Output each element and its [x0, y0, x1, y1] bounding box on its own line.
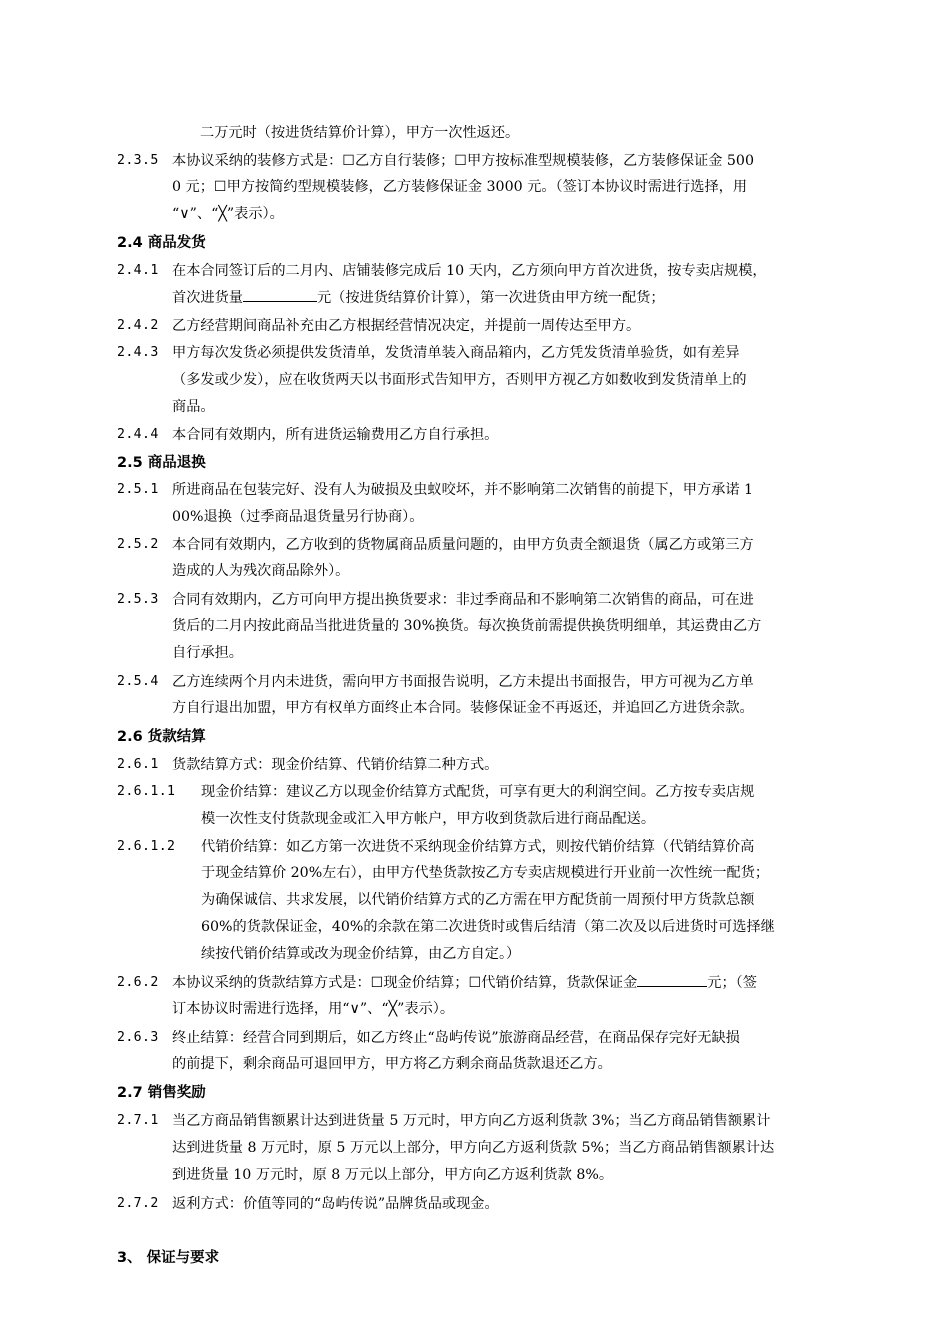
text-fragment: 首次进货量	[172, 290, 243, 306]
paragraph-line: 自行承担。	[172, 645, 243, 661]
section-heading: 2.6 货款结算	[117, 729, 206, 745]
paragraph-line: 00%退换（过季商品退货量另行协商）。	[172, 509, 424, 525]
paragraph-line: （多发或少发），应在收货两天以书面形式告知甲方，否则甲方视乙方如数收到发货清单上的	[172, 372, 747, 388]
clause-number: 2.6.2	[117, 975, 159, 990]
paragraph-line: 模一次性支付货款现金或汇入甲方帐户，甲方收到货款后进行商品配送。	[201, 811, 656, 827]
paragraph-line: 二万元时（按进货结算价计算），甲方一次性返还。	[200, 125, 520, 141]
clause-number: 2.7.2	[117, 1196, 159, 1211]
section-heading: 2.5 商品退换	[117, 455, 206, 471]
paragraph-line: 合同有效期内，乙方可向甲方提出换货要求：非过季商品和不影响第二次销售的商品，可在进	[172, 592, 754, 608]
paragraph-line: 到进货量 10 万元时，原 8 万元以上部分，甲方向乙方返利货款 8%。	[172, 1167, 614, 1183]
clause-number: 2.4.1	[117, 263, 159, 278]
clause-number: 2.6.1.2	[117, 839, 176, 854]
clause-number: 2.5.3	[117, 592, 159, 607]
paragraph-line: “∨”、“╳”表示）。	[172, 206, 284, 222]
text-fragment: 元（按进货结算价计算），第一次进货由甲方统一配货；	[316, 290, 665, 306]
paragraph-line: 造成的人为残次商品除外）。	[172, 563, 350, 579]
paragraph-line: 为确保诚信、共求发展，以代销价结算方式的乙方需在甲方配货前一周预付甲方货款总额	[201, 892, 755, 908]
paragraph-line: 当乙方商品销售额累计达到进货量 5 万元时，甲方向乙方返利货款 3%；当乙方商品销售额累计	[172, 1113, 771, 1129]
paragraph-line: 乙方经营期间商品补充由乙方根据经营情况决定，并提前一周传达至甲方。	[172, 318, 641, 334]
clause-number: 2.7.1	[117, 1113, 159, 1128]
paragraph-line: 本协议采纳的装修方式是：☐乙方自行装修；☐甲方按标准型规模装修，乙方装修保证金 500	[172, 153, 754, 169]
clause-number: 2.4.4	[117, 427, 159, 442]
clause-number: 2.5.4	[117, 674, 159, 689]
paragraph-line: 货款结算方式：现金价结算、代销价结算二种方式。	[172, 757, 499, 773]
paragraph-line: 商品。	[172, 399, 215, 415]
text-fragment: 元；（签	[707, 975, 757, 991]
clause-number: 2.5.2	[117, 537, 159, 552]
clause-number: 2.6.1.1	[117, 784, 176, 799]
clause-number: 2.4.2	[117, 318, 159, 333]
fill-in-blank[interactable]	[243, 286, 317, 302]
paragraph-line: 货后的二月内按此商品当批进货量的 30%换货。每次换货前需提供换货明细单，其运费由乙方	[172, 618, 762, 634]
clause-number: 2.6.1	[117, 757, 159, 772]
paragraph-line: 在本合同签订后的二月内、店铺装修完成后 10 天内，乙方须向甲方首次进货，按专卖店规模，	[172, 263, 767, 279]
paragraph-line: 订本协议时需进行选择，用“∨”、“╳”表示）。	[172, 1001, 455, 1017]
paragraph-line: 续按代销价结算或改为现金价结算，由乙方自定。）	[201, 946, 521, 962]
clause-number: 2.6.3	[117, 1030, 159, 1045]
paragraph-line: 0 元；☐甲方按简约型规模装修，乙方装修保证金 3000 元。（签订本协议时需进行选择，用	[172, 179, 748, 195]
paragraph-line: 60%的货款保证金，40%的余款在第二次进货时或售后结清（第二次及以后进货时可选择继	[201, 919, 775, 935]
paragraph-line: 甲方每次发货必须提供发货清单，发货清单装入商品箱内，乙方凭发货清单验货，如有差异	[172, 345, 740, 361]
section-heading: 2.7 销售奖励	[117, 1085, 206, 1101]
paragraph-line: 所进商品在包装完好、没有人为破损及虫蚁咬坏，并不影响第二次销售的前提下，甲方承诺 1	[172, 482, 754, 498]
fill-in-blank[interactable]	[637, 971, 707, 987]
paragraph-line: 的前提下，剩余商品可退回甲方，甲方将乙方剩余商品货款退还乙方。	[172, 1056, 612, 1072]
clause-number: 2.5.1	[117, 482, 159, 497]
paragraph-line: 达到进货量 8 万元时，原 5 万元以上部分，甲方向乙方返利货款 5%；当乙方商品销售额累计达	[172, 1140, 775, 1156]
paragraph-line: 本合同有效期内，乙方收到的货物属商品质量问题的，由甲方负责全额退货（属乙方或第三方	[172, 537, 754, 553]
paragraph-line: 方自行退出加盟，甲方有权单方面终止本合同。装修保证金不再返还，并追回乙方进货余款。	[172, 700, 754, 716]
paragraph-line: 代销价结算：如乙方第一次进货不采纳现金价结算方式，则按代销价结算（代销结算价高	[201, 839, 755, 855]
clause-number: 2.3.5	[117, 153, 159, 168]
paragraph-line: 于现金结算价 20%左右），由甲方代垫货款按乙方专卖店规模进行开业前一次性统一配货；	[201, 865, 770, 881]
paragraph-line: 现金价结算：建议乙方以现金价结算方式配货，可享有更大的利润空间。乙方按专卖店规	[201, 784, 755, 800]
section-heading: 2.4 商品发货	[117, 235, 206, 251]
paragraph-line: 终止结算：经营合同到期后，如乙方终止“岛屿传说”旅游商品经营，在商品保存完好无缺损	[172, 1030, 740, 1046]
paragraph-line: 返利方式：价值等同的“岛屿传说”品牌货品或现金。	[172, 1196, 499, 1212]
paragraph-line: 本合同有效期内，所有进货运输费用乙方自行承担。	[172, 427, 499, 443]
paragraph-line: 乙方连续两个月内未进货，需向甲方书面报告说明，乙方未提出书面报告，甲方可视为乙方单	[172, 674, 754, 690]
clause-number: 2.4.3	[117, 345, 159, 360]
paragraph-line	[172, 970, 862, 996]
text-fragment: 本协议采纳的货款结算方式是：☐现金价结算；☐代销价结算，货款保证金	[172, 975, 638, 991]
section-heading: 3、 保证与要求	[117, 1250, 220, 1266]
paragraph-line	[172, 285, 862, 311]
